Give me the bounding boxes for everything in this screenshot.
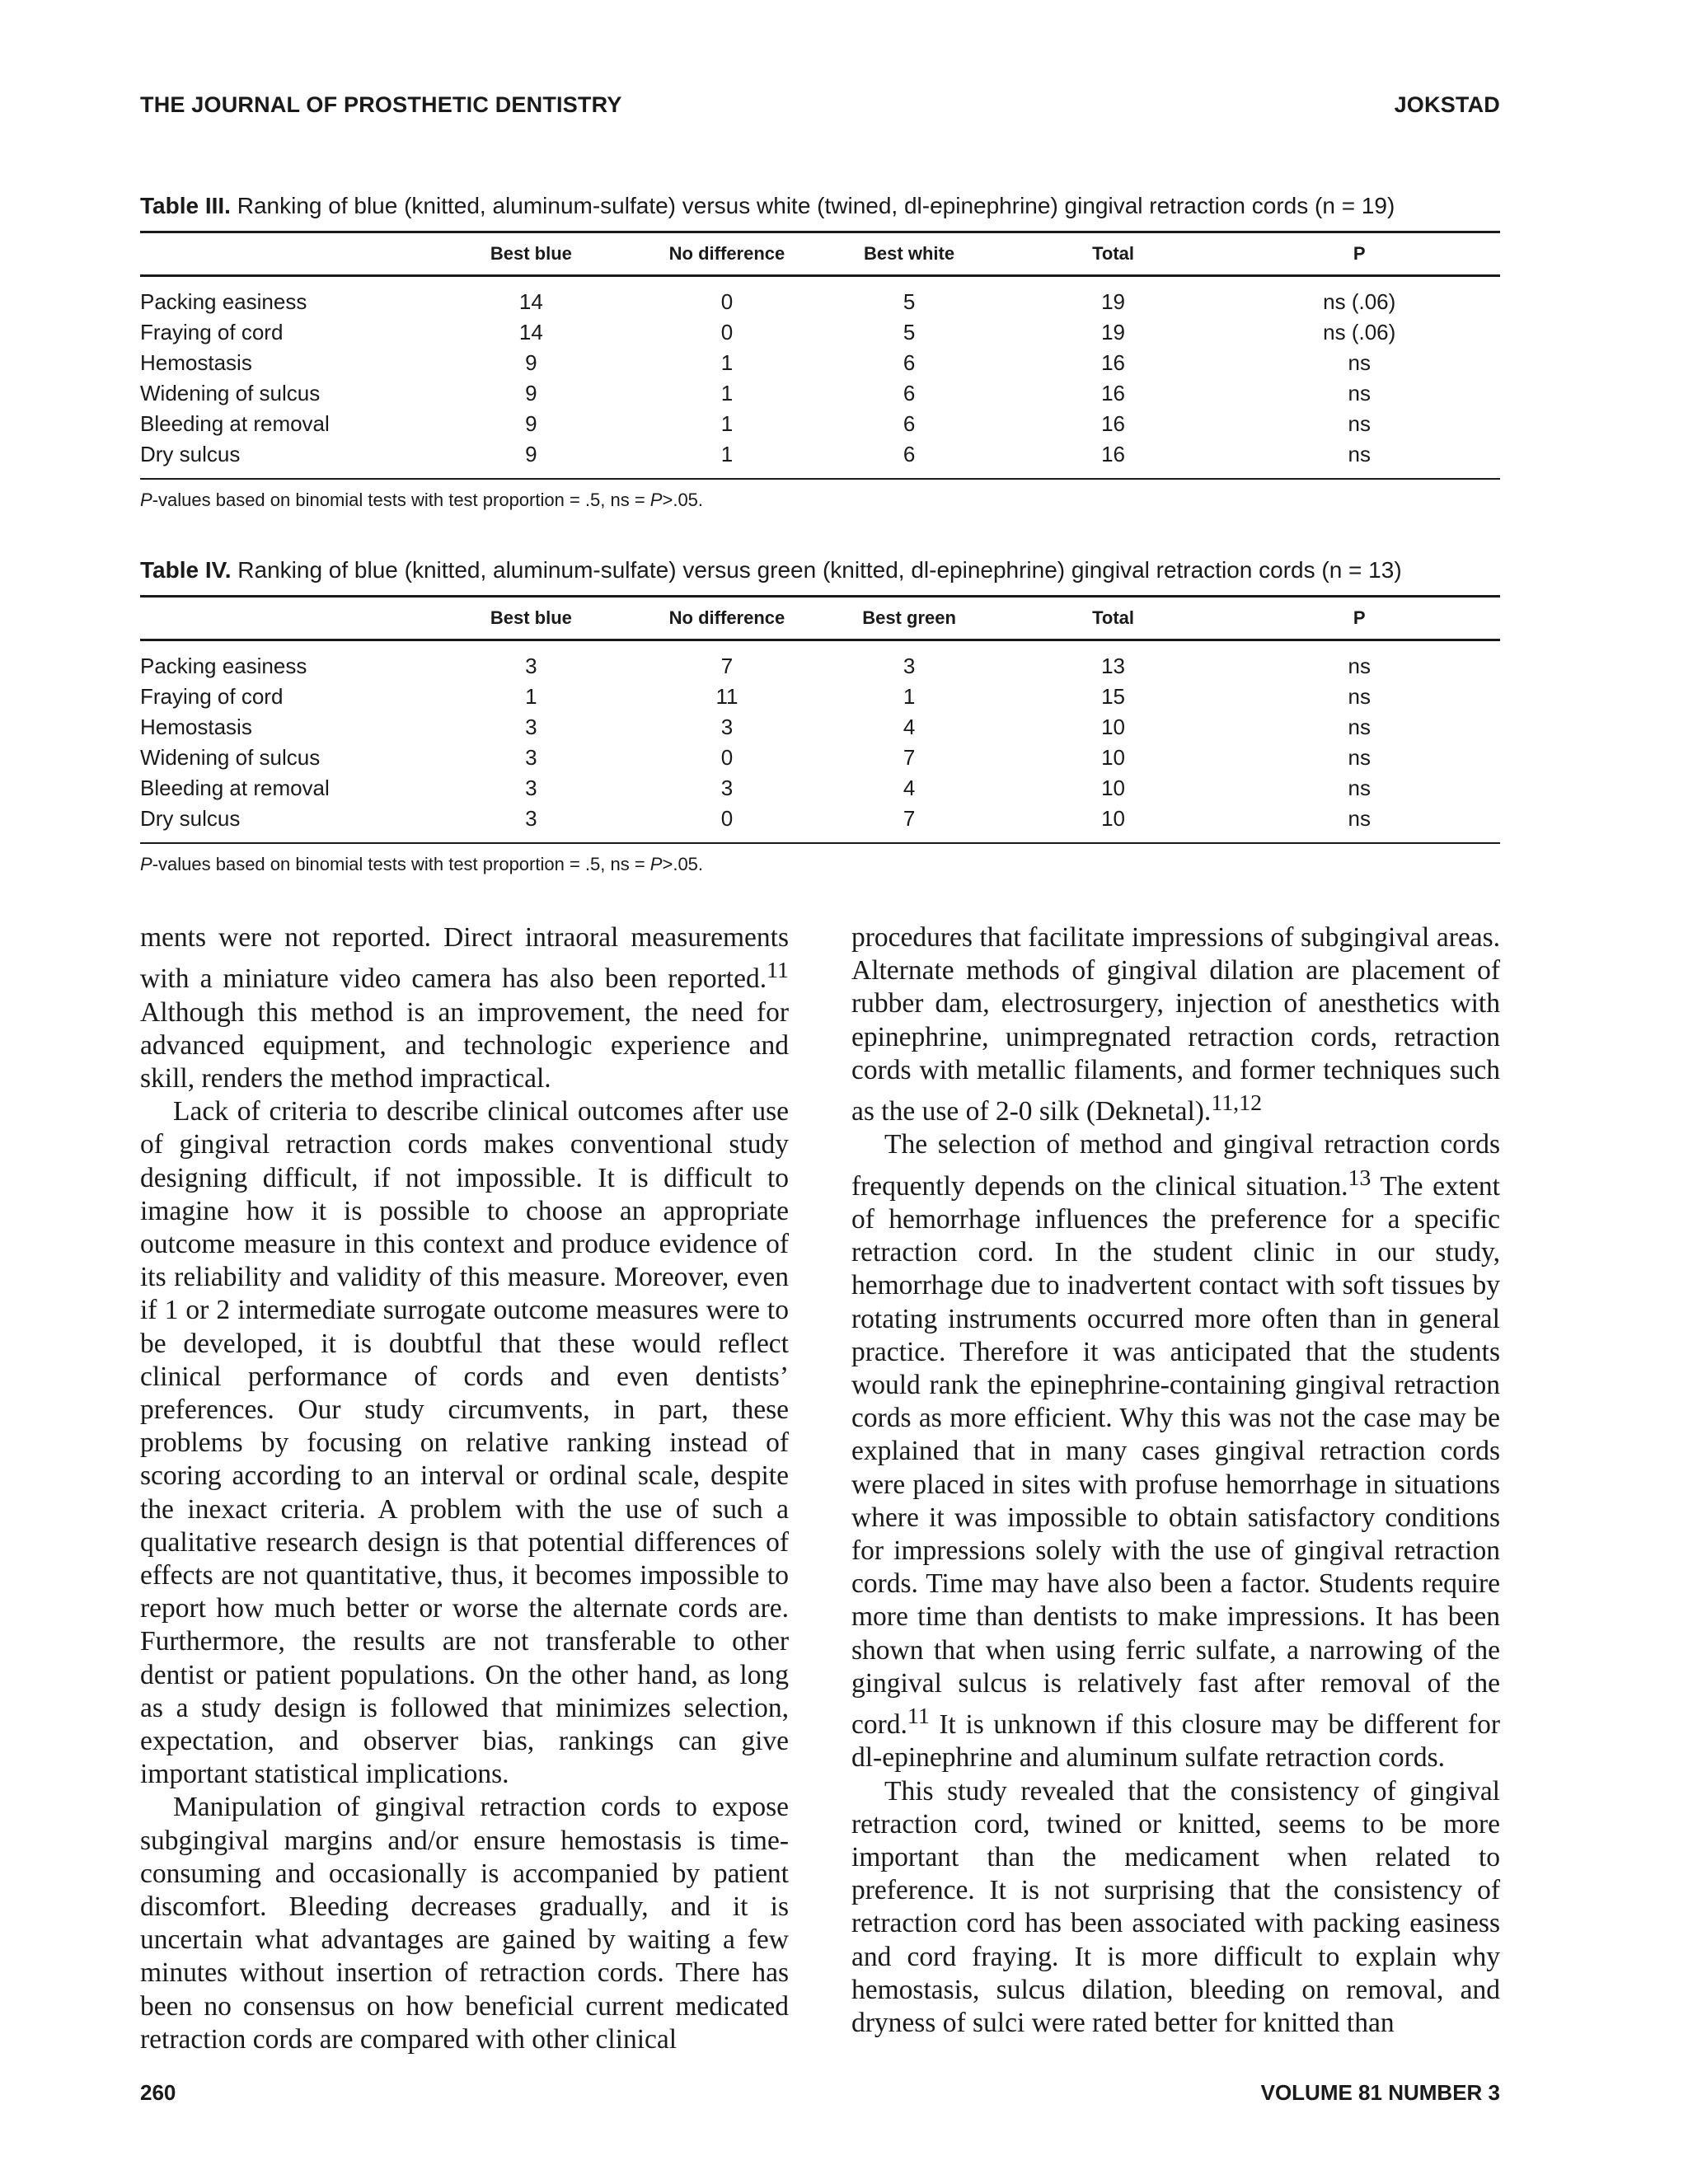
table-row [140,378,1500,409]
row-label: Dry sulcus [140,442,241,466]
body-paragraph [140,921,789,1095]
reference-citation: 11,12 [1211,1090,1263,1117]
table-row [140,317,1500,348]
table-row [140,682,1500,712]
table-cell: ns [1348,806,1371,831]
table-cell: ns [1348,745,1371,770]
table-row [140,439,1500,479]
row-label: Dry sulcus [140,806,241,831]
table-cell: ns [1348,684,1371,709]
data-table [140,231,1500,480]
table-cell: ns [1348,776,1371,800]
table-cell: 3 [903,654,916,678]
table-cell: 0 [720,289,734,314]
table-cell: 3 [720,776,734,800]
table-cell: 4 [903,776,916,800]
table-row [140,773,1500,804]
body-paragraph [851,1128,1500,1774]
column-header: Total [1092,243,1135,264]
footnote-text: -values based on binomial tests with test proportion = .5, ns = [152,490,650,510]
volume-issue: VOLUME 81 NUMBER 3 [1260,2080,1500,2105]
running-author: JOKSTAD [1394,92,1500,117]
table-cell: 7 [720,654,734,678]
page-number: 260 [140,2080,176,2105]
table-cell: 14 [518,289,543,314]
column-header: P [1353,607,1366,628]
table-cell: 9 [525,411,537,436]
column-header [140,232,419,276]
table-cell: 10 [1101,806,1126,831]
table-cell: ns (.06) [1323,289,1396,314]
footnote-p: P [140,490,152,510]
table-footnote [140,854,1500,875]
body-paragraph: Manipulation of gingival retraction cords to expose subgingival margins and/or ensure hemostasis is time-consuming and occasionally is accompanied by patient discomfort. Bleeding decreases gradually, and it is uncertain what advantages are gained by waiting a few minutes without insertion of retraction cords. There has been no consensus on how beneficial current medicated retraction cords are compared with other clinical [140,1792,789,2055]
body-column-left [140,921,789,2056]
table-cell: 1 [903,684,916,709]
table-cell: ns [1348,715,1371,739]
table-cell: ns [1348,442,1371,466]
table-row [140,804,1500,843]
footnote-text: >.05. [662,490,704,510]
journal-title: THE JOURNAL OF PROSTHETIC DENTISTRY [140,92,622,117]
table-cell: 7 [903,745,916,770]
running-footer [140,2080,1500,2106]
table-cell: 16 [1101,442,1126,466]
data-table [140,595,1500,844]
row-label: Fraying of cord [140,684,284,709]
table-cell: 0 [720,745,734,770]
table-row [140,276,1500,318]
column-header: Best white [864,243,955,264]
table-cell: 5 [903,320,916,344]
paragraph-text: The extent of hemorrhage influences the preference for a specific retraction cord. In the student clinic in our study, hemorrhage due to inadvertent contact with soft tissues by rotating instruments occurred more often than in general practice. Therefore it was anticipated that the students would rank the epinephrine-containing gingival retraction cords as more efficient. Why this was not the case may be explained that in many cases gingival retraction cords were placed in sites with profuse hemorrhage in situations where it was impossible to obtain satisfactory conditions for impressions solely with the use of gingival retraction cords. Time may have also been a factor. Students require more time than dentists to make impressions. It has been shown that when using ferric sulfate, a narrowing of the gingival sulcus is relatively fast after removal of the cord. [851,1170,1500,1741]
table-row [140,640,1500,682]
row-label: Packing easiness [140,289,307,314]
table-cell: 10 [1101,776,1126,800]
table-cell: 6 [903,350,916,375]
row-label: Hemostasis [140,350,252,375]
column-header: No difference [668,607,785,628]
paragraph-text: ments were not reported. Direct intraoral measurements with a miniature video camera has also been reported. [140,922,789,995]
footnote-text: -values based on binomial tests with test proportion = .5, ns = [152,854,650,874]
table-row [140,743,1500,773]
table-cell: 0 [720,320,734,344]
footnote-text: >.05. [662,854,704,874]
running-header [140,92,1500,118]
row-label: Bleeding at removal [140,411,330,436]
body-column-right [851,921,1500,2040]
table-cell: 1 [720,350,734,375]
reference-citation: 11 [907,1703,930,1729]
table-cell: 3 [525,806,537,831]
table-cell: 16 [1101,411,1126,436]
footnote-p: P [649,854,663,874]
table-cell: 6 [903,442,916,466]
table-caption-text: Ranking of blue (knitted, aluminum-sulfate) versus green (knitted, dl-epinephrine) gingival retraction cords (n = 13) [237,557,1402,583]
row-label: Packing easiness [140,654,307,678]
table-iv [140,557,1500,875]
table-cell: 9 [525,442,537,466]
reference-citation: 11 [767,958,789,984]
table-cell: 13 [1101,654,1126,678]
table-cell: 6 [903,411,916,436]
table-cell: 1 [525,684,537,709]
table-cell: 16 [1101,350,1126,375]
table-cell: 3 [525,654,537,678]
table-row [140,712,1500,743]
table-cell: 10 [1101,715,1126,739]
table-cell: 11 [715,684,738,709]
paragraph-text: It is unknown if this closure may be different for dl-epinephrine and aluminum sulfate retraction cords. [851,1709,1500,1774]
table-cell: 19 [1101,320,1126,344]
table-cell: 14 [518,320,543,344]
table-cell: ns [1348,381,1371,405]
table-iii [140,193,1500,511]
row-label: Hemostasis [140,715,252,739]
footnote-p: P [140,854,152,874]
table-header-row [140,232,1500,276]
table-cell: 4 [903,715,916,739]
table-cell: ns [1348,654,1371,678]
column-header [140,597,419,640]
column-header: Best blue [490,607,572,628]
column-header: Best blue [490,243,572,264]
reference-citation: 13 [1348,1165,1372,1191]
table-cell: 16 [1101,381,1126,405]
table-footnote [140,490,1500,511]
table-cell: 10 [1101,745,1126,770]
table-caption-text: Ranking of blue (knitted, aluminum-sulfate) versus white (twined, dl-epinephrine) gingival retraction cords (n = 19) [237,193,1395,218]
row-label: Widening of sulcus [140,745,321,770]
footnote-p: P [649,490,663,510]
table-cell: 1 [720,411,734,436]
table-cell: 3 [720,715,734,739]
row-label: Fraying of cord [140,320,284,344]
table-cell: ns (.06) [1323,320,1396,344]
column-header: P [1353,243,1366,264]
table-cell: 5 [903,289,916,314]
table-label: Table IV. [140,557,232,583]
table-cell: 1 [720,442,734,466]
table-cell: 0 [720,806,734,831]
table-cell: 7 [903,806,916,831]
table-cell: 1 [720,381,734,405]
column-header: Total [1092,607,1135,628]
table-caption [140,193,1500,219]
table-caption [140,557,1500,583]
table-row [140,409,1500,439]
table-cell: 3 [525,776,537,800]
table-cell: 9 [525,381,537,405]
table-cell: 6 [903,381,916,405]
table-cell: 19 [1101,289,1126,314]
body-paragraph [851,921,1500,1128]
body-paragraph: Lack of criteria to describe clinical outcomes after use of gingival retraction cords makes conventional study designing difficult, if not impossible. It is difficult to imagine how it is possible to choose an appropriate outcome measure in this context and produce evidence of its reliability and validity of this measure. Moreover, even if 1 or 2 intermediate surrogate outcome measures were to be developed, it is doubtful that these would reflect clinical performance of cords and even dentists’ preferences. Our study circumvents, in part, these problems by focusing on relative ranking instead of scoring according to an interval or ordinal scale, despite the inexact criteria. A problem with the use of such a qualitative research design is that potential differences of effects are not quantitative, thus, it becomes impossible to report how much better or worse the alternate cords are. Furthermore, the results are not transferable to other dentist or patient populations. On the other hand, as long as a study design is followed that minimizes selection, expectation, and observer bias, rankings can give important statistical implications. [140,1096,789,1790]
table-cell: 3 [525,745,537,770]
table-cell: 3 [525,715,537,739]
column-header: No difference [668,243,785,264]
paragraph-text: procedures that facilitate impressions of subgingival areas. Alternate methods of gingival dilation are placement of rubber dam, electrosurgery, injection of anesthetics with epinephrine, unimpregnated retraction cords, retraction cords with metallic filaments, and former techniques such as the use of 2-0 silk (Deknetal). [851,922,1500,1127]
body-paragraph: This study revealed that the consistency of gingival retraction cord, twined or knitted, seems to be more important than the medicament when related to preference. It is not surprising that the consistency of retraction cord has been associated with packing easiness and cord fraying. It is more difficult to explain why hemostasis, sulcus dilation, bleeding on removal, and dryness of sulci were rated better for knitted than [851,1775,1500,2038]
table-row [140,348,1500,378]
paragraph-text: Although this method is an improvement, the need for advanced equipment, and technologic experience and skill, renders the method impractical. [140,996,789,1094]
table-label: Table III. [140,193,231,218]
column-header: Best green [862,607,956,628]
table-cell: 9 [525,350,537,375]
table-cell: 15 [1101,684,1126,709]
table-cell: ns [1348,411,1371,436]
row-label: Widening of sulcus [140,381,321,405]
paragraph-text: The selection of method and gingival retraction cords frequently depends on the clinical situation. [851,1129,1500,1202]
table-cell: ns [1348,350,1371,375]
table-header-row [140,597,1500,640]
row-label: Bleeding at removal [140,776,330,800]
